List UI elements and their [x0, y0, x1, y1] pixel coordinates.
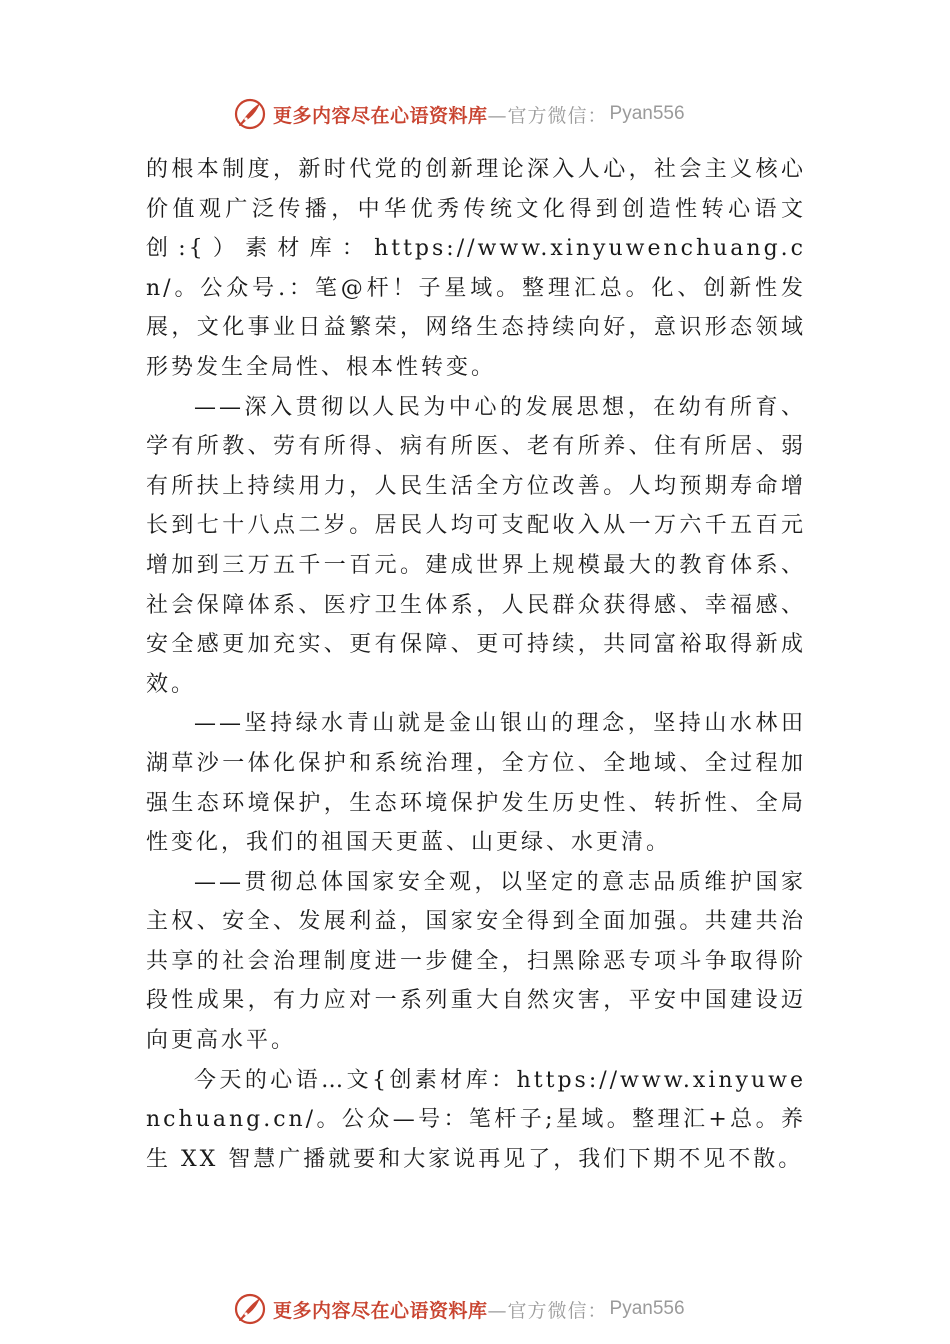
watermark-wechat-id: Pyan556 — [609, 1298, 685, 1319]
paragraph-5: 今天的心语…文{创素材库：https://www.xinyuwenchuang.cn/。公众—号：笔杆子;星域。整理汇+总。养生 XX 智慧广播就要和大家说再见了，我们下期不见不散。 — [146, 1067, 806, 1172]
watermark-site-text: 更多内容尽在心语资料库 — [273, 104, 488, 127]
paragraph-1: 的根本制度，新时代党的创新理论深入人心，社会主义核心价值观广泛传播，中华优秀传统文化得到创造性转心语文创:{）素材库：https://www.xinyuwenchuang.cn/。公众号.：笔@杆！子星域。整理汇总。化、创新性发展，文化事业日益繁荣，网络生态持续向好，意识形态领域形势发生全局性、根本性转变。 — [146, 157, 806, 380]
paragraph-2: ——深入贯彻以人民为中心的发展思想，在幼有所育、学有所教、劳有所得、病有所医、老有所养、住有所居、弱有所扶上持续用力，人民生活全方位改善。人均预期寿命增长到七十八点二岁。居民人均可支配收入从一万六千五百元增加到三万五千一百元。建成世界上规模最大的教育体系、 社会保障体系、医疗卫生体系，人民群众获得感、幸福感、 安全感更加充实、更有保障、更可持续，共同富裕取得新成效。 — [146, 394, 806, 697]
watermark-dash-text: —官方微信： — [487, 1299, 608, 1322]
watermark-site-text: 更多内容尽在心语资料库 — [273, 1299, 488, 1322]
watermark-dash-text: —官方微信： — [487, 104, 608, 127]
quill-pen-circle-icon — [233, 1292, 267, 1326]
document-body — [146, 150, 806, 1179]
header-watermark — [233, 96, 685, 132]
footer-watermark — [233, 1291, 685, 1327]
paragraph-4: ——贯彻总体国家安全观，以坚定的意志品质维护国家主权、安全、发展利益，国家安全得到全面加强。共建共治 共享的社会治理制度进一步健全，扫黑除恶专项斗争取得阶段性成果，有力应对一系列重大自然灾害，平安中国建设迈向更高水平。 — [146, 869, 806, 1054]
quill-pen-circle-icon — [233, 97, 267, 131]
paragraph-3: ——坚持绿水青山就是金山银山的理念，坚持山水林田湖草沙一体化保护和系统治理，全方位、全地域、全过程加强生态环境保护，生态环境保护发生历史性、转折性、全局性变化，我们的祖国天更蓝、山更绿、水更清。 — [146, 711, 806, 856]
watermark-wechat-id: Pyan556 — [609, 103, 685, 124]
